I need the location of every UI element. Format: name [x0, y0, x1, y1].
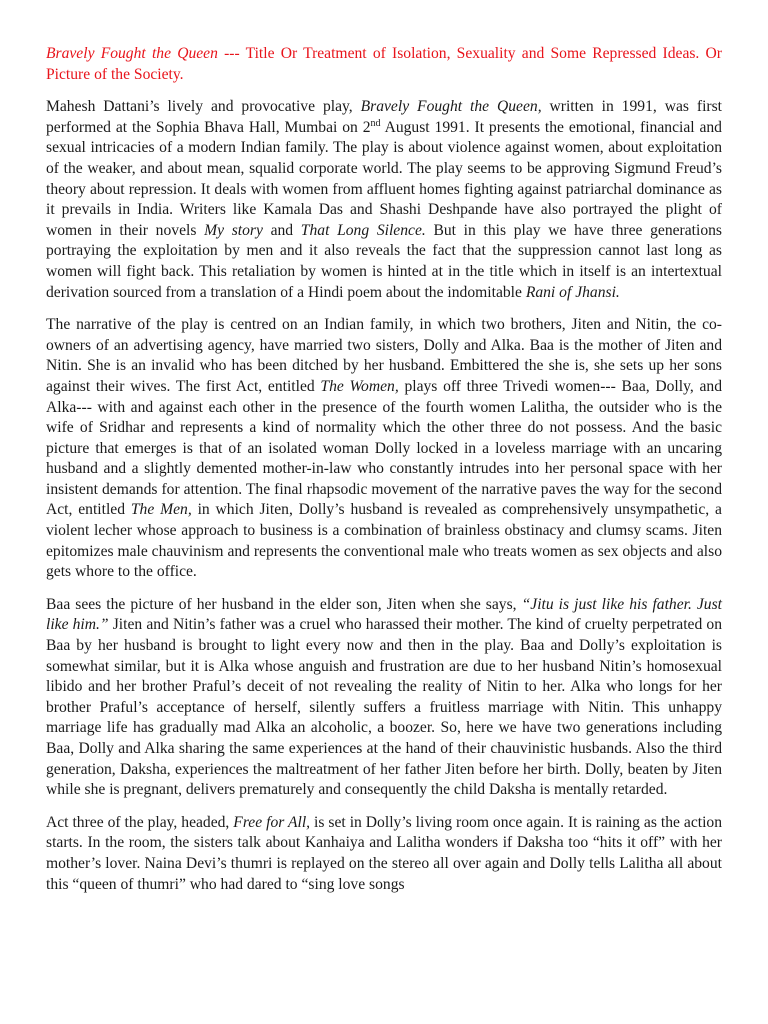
paragraph-1 [46, 97, 722, 303]
paragraph-2 [46, 315, 722, 583]
p2-text-c: in which Jiten, Dolly’s husband is revealed as comprehensively unsympathetic, a violent lecher whose approach to business is a combination of brainless obstinacy and clumsy scams. Jiten epitomizes male chauvinism and represents the conventional male who treats women as sex objects and also gets whore to the office. [46, 501, 722, 581]
p1-text-b: written in 1991, was first performed at the Sophia Bhava Hall, Mumbai on 2 [46, 98, 722, 136]
p1-text-a: Mahesh Dattani’s lively and provocative play, [46, 98, 361, 116]
title-rest: --- Title Or Treatment of Isolation, Sexuality and Some Repressed Ideas. Or Picture of the Society. [46, 45, 722, 83]
p3-italic-quote: “Jitu is just like his father. Just like him.” [46, 595, 723, 634]
p1-text-d: and [262, 221, 301, 239]
p4-text-b: is set in Dolly’s living room once again. It is raining as the action starts. In the room, the sisters talk about Kanhaiya and Lalitha wonders if Daksha too “hits it off” with her mother’s lover. Naina Devi’s thumri is replayed on the stereo all over again and Dolly tells Lalitha all about this “queen of thumri” who had dared to “sing love songs [46, 813, 722, 893]
p3-text-a: Baa sees the picture of her husband in the elder son, Jiten when she says, [46, 595, 522, 613]
document-page [46, 44, 722, 907]
p2-text-b: plays off three Trivedi women--- Baa, Dolly, and Alka--- with and against each other in the presence of the fourth women Lalitha, the outsider who is the wife of Sridhar and represents a kind of normality which the other three do not possess. And the basic picture that emerges is that of an isolated woman Dolly locked in a loveless marriage with an uncaring husband and a slightly demented mother-in-law who constantly intrudes into her personal space with her insistent demands for attention. The final rhapsodic movement of the narrative paves the way for the second Act, entitled [46, 377, 722, 519]
p3-text-b: Jiten and Nitin’s father was a cruel who harassed their mother. The kind of cruelty perpetrated on Baa by her husband is brought to light every now and then in the play. Baa and Dolly’s exploitation is somewhat similar, but it is Alka whose anguish and frustration are due to her husband Nitin’s homosexual libido and her brother Praful’s deceit of not revealing the reality of Nitin to her. Alka who longs for her brother Praful’s acceptance of herself, silently suffers a fruitless marriage with Nitin. This unhappy marriage life has gradually mad Alka an alcoholic, a boozer. So, here we have two generations including Baa, Dolly and Alka sharing the same experiences at the hand of their chauvinistic husbands. Also the third generation, Daksha, experiences the maltreatment of her father Jiten before her birth. Dolly, beaten by Jiten while she is pregnant, delivers prematurely and consequently the child Daksha is mentally retarded. [46, 616, 722, 799]
p1-italic-play-title: Bravely Fought the Queen, [360, 98, 542, 116]
p1-italic-long-silence: That Long Silence. [300, 221, 426, 239]
p4-italic-free-for-all: Free for All, [233, 813, 311, 831]
paragraph-3 [46, 595, 722, 801]
p1-italic-rani: Rani of Jhansi. [525, 283, 620, 301]
p4-text-a: Act three of the play, headed, [46, 813, 234, 831]
p2-text-a: The narrative of the play is centred on an Indian family, in which two brothers, Jiten and Nitin, the co-owners of an advertising agency, have married two sisters, Dolly and Alka. Baa is the mother of Jiten and Nitin. She is an invalid who has been ditched by her husband. Embittered the she is, she sets up her sons against their wives. The first Act, entitled [46, 316, 722, 395]
p1-italic-my-story: My story [204, 221, 263, 239]
p1-superscript: nd [370, 117, 381, 129]
p2-italic-the-men: The Men, [130, 501, 192, 519]
title-italic: Bravely Fought the Queen [46, 45, 218, 62]
p2-italic-the-women: The Women, [320, 377, 399, 395]
p1-text-e: But in this play we have three generations portraying the exploitation by men and it also reveals the fact that the suppression cannot last long as women will fight back. This retaliation by women is hinted at in the title which in itself is an intertextual derivation sourced from a translation of a Hindi poem about the indomitable [46, 221, 722, 301]
p1-text-c: August 1991. It presents the emotional, financial and sexual intricacies of a modern Indian family. The play is about violence against women, about exploitation of the weaker, and about mean, squalid corporate world. The play seems to be approving Sigmund Freud’s theory about repression. It deals with women from affluent homes fighting against patriarchal dominance as it prevails in India. Writers like Kamala Das and Shashi Deshpande have also portrayed the plight of women in their novels [46, 118, 722, 239]
document-title [46, 44, 722, 85]
paragraph-4 [46, 813, 722, 895]
